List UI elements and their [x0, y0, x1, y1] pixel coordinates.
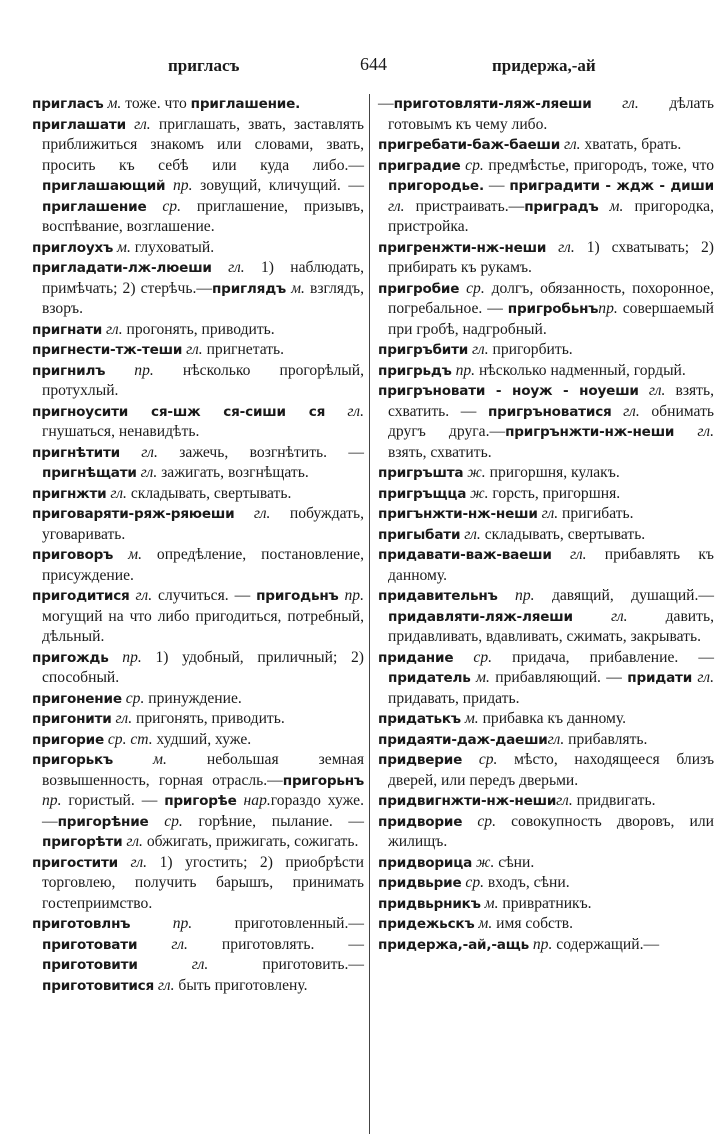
headword: пригорькъ: [32, 752, 114, 768]
definition-text: гнушаться, ненавидѣть.: [42, 423, 200, 440]
dictionary-entry: [378, 94, 714, 135]
headword: пригыбати: [378, 526, 461, 543]
headword: придавати-важ-ваеши: [378, 547, 552, 563]
page-number: 644: [360, 54, 387, 74]
definition-text: придача, прибавление. —: [492, 648, 714, 666]
headword: пригнати: [32, 321, 103, 338]
definition-text: могущий на что либо пригодиться, потребный, дѣльный.: [42, 607, 364, 645]
definition-text: прибавляющий. —: [489, 669, 628, 686]
definition-text: прибавлять къ данному.: [388, 546, 714, 584]
headword: пригръщца: [378, 485, 467, 502]
headword: придворие: [378, 813, 463, 830]
definition-text: складывать, свертывать.: [126, 484, 292, 502]
headword: придавительнъ: [378, 588, 498, 604]
headword: приглашающий: [42, 178, 166, 194]
grammar-label: м.: [598, 197, 624, 215]
definition-text: нѣсколько надменный, гордый.: [475, 361, 686, 379]
headword: приготовлнъ: [32, 916, 131, 932]
dictionary-entry: [378, 648, 714, 710]
headword: придатель: [388, 670, 471, 686]
headword: пригребати-баж-баеши: [378, 137, 561, 153]
headword: пригнести-тж-теши: [32, 342, 183, 358]
headword: придавляти-ляж-ляеши: [388, 608, 573, 625]
page-header: [30, 56, 710, 80]
definition-text: гористый. —: [61, 792, 165, 809]
grammar-label: гл.: [551, 546, 587, 563]
grammar-label: гл.: [182, 341, 203, 358]
dictionary-entry: [32, 750, 364, 853]
dictionary-entry: [378, 525, 714, 546]
definition-text: пригорбить.: [488, 341, 573, 358]
headword: пригорьнъ: [282, 772, 364, 789]
grammar-label: гл.: [460, 525, 481, 543]
dictionary-entry: [378, 463, 714, 484]
definition-text: 1) угостить; 2) приобрѣсти торговлею, получить барышъ, принимать гостеприимство.: [42, 853, 364, 912]
dictionary-entry: [378, 484, 714, 505]
grammar-label: гл.: [102, 320, 123, 338]
headword: пригорѣти: [42, 834, 123, 850]
grammar-label: ср.: [459, 279, 485, 297]
headword: пригробие: [378, 280, 460, 297]
dictionary-entry: [32, 545, 364, 586]
definition-text: тоже. что: [121, 95, 191, 112]
dictionary-entry: [378, 238, 714, 279]
definition-text: зажечь, возгнѣтить. —: [157, 443, 364, 461]
headword: пригодитися: [32, 588, 130, 604]
grammar-label: гл.: [129, 587, 153, 604]
headword: придвьрие: [378, 875, 462, 891]
headword: пригръбити: [378, 342, 469, 358]
dictionary-entry: [378, 361, 714, 382]
headword: пригнѣщати: [42, 465, 137, 481]
definition-text: приготовлять. —: [187, 935, 364, 953]
dictionary-entry: [32, 504, 364, 545]
definition-text: привратникъ.: [498, 894, 592, 912]
definition-text: горсть, пригоршня.: [488, 484, 621, 502]
headword: приглоухъ: [32, 239, 114, 256]
headword: пригонити: [32, 711, 112, 727]
grammar-label: пр.: [130, 915, 193, 932]
headword: пригонение: [32, 690, 122, 707]
definition-text: давящий, душащий.—: [534, 587, 714, 604]
grammar-label: гл.: [137, 935, 188, 953]
headword: приглашение: [42, 198, 147, 215]
definition-text: имя собств.: [492, 915, 574, 932]
headword: пригородье.: [388, 178, 484, 194]
definition-text: взять, схватить.: [388, 443, 492, 461]
dictionary-entry: [378, 935, 714, 956]
grammar-label: гл.: [325, 402, 364, 420]
dictionary-entry: [378, 156, 714, 238]
left-column: [32, 94, 364, 1146]
headword: пригръновати - ноуж - ноуеши: [378, 383, 639, 399]
definition-text: взять, схватить. —: [388, 382, 714, 420]
definition-text: пригонять, приводить.: [132, 710, 285, 727]
dictionary-entry: [378, 812, 714, 853]
grammar-label: ж.: [472, 853, 495, 871]
grammar-label: ср.: [460, 156, 484, 174]
grammar-label: ср.: [146, 197, 181, 215]
headword: пригождь: [32, 649, 109, 666]
dictionary-entry: [378, 873, 714, 894]
grammar-label: гл.: [560, 136, 581, 153]
grammar-label: м.: [286, 279, 305, 297]
definition-text: гораздо хуже.—: [42, 792, 364, 830]
dictionary-entry: [378, 709, 714, 730]
grammar-label: м.: [113, 546, 142, 563]
headword: придержа,-ай,-ащь: [378, 936, 529, 953]
definition-text: хватать, брать.: [580, 136, 682, 153]
grammar-label: гл.: [211, 259, 245, 276]
grammar-label: гл.: [591, 95, 639, 112]
definition-text: пригибать.: [558, 505, 634, 522]
grammar-label: гл.: [111, 710, 133, 727]
definition-text: приготовить.—: [208, 956, 364, 973]
headword: приглашати: [32, 116, 126, 133]
definition-text: взглядъ, взоръ.: [42, 279, 364, 317]
grammar-label: гл.: [125, 115, 151, 133]
right-column: [378, 94, 714, 1146]
grammar-label: гл.: [122, 833, 143, 850]
dictionary-entry: [32, 361, 364, 402]
definition-text: обжигать, прижигать, сожигать.: [142, 833, 359, 850]
headword: пригръноватися: [487, 403, 612, 420]
headword: придежьскъ: [378, 916, 475, 932]
grammar-label: пр.: [528, 935, 553, 953]
grammar-label: гл.: [234, 505, 271, 522]
grammar-label: гл.: [572, 607, 628, 625]
dictionary-entry: [32, 730, 364, 751]
grammar-label: м.: [113, 751, 167, 768]
headword: приготовитися: [42, 977, 155, 994]
definition-text: 1) удобный, приличный; 2) способный.: [42, 648, 365, 686]
headword: пригорѣе: [164, 793, 237, 809]
dictionary-entry: [378, 381, 714, 463]
headword: пригънжти-нж-неши: [378, 506, 538, 522]
dictionary-entry: [32, 689, 364, 710]
headword: придверие: [378, 752, 463, 768]
headword: приговаряти-ряж-ряюеши: [32, 506, 235, 522]
headword: пригладати-лж-люеши: [32, 260, 212, 276]
definition-text: совокупность дворовъ, или жилищъ.: [388, 812, 714, 850]
headword: пригренжти-нж-неши: [378, 239, 547, 256]
headword: пригробьнъ: [507, 301, 599, 317]
definition-text: зажигать, возгнѣщать.: [157, 464, 309, 481]
grammar-label: ж.: [466, 484, 489, 502]
grammar-label: гл.: [117, 853, 148, 871]
headword: пригодьнъ: [256, 588, 339, 604]
headword: придвигнжти-нж-неши: [378, 793, 557, 809]
grammar-label: ср. ст.: [103, 730, 153, 748]
definition-text: прогонять, приводить.: [122, 320, 275, 338]
grammar-label: гл.: [692, 669, 714, 686]
grammar-label: пр.: [165, 177, 193, 194]
dictionary-entry: [32, 258, 364, 320]
grammar-label: ср.: [462, 751, 498, 768]
grammar-label: гл.: [136, 464, 158, 481]
definition-text: случиться. —: [152, 587, 257, 604]
definition-text: дѣлать готовымъ къ чему либо.: [388, 95, 714, 133]
definition-text: прибавка къ данному.: [478, 710, 627, 727]
dictionary-entry: [32, 853, 364, 915]
dictionary-entry: [378, 730, 714, 751]
definition-text: опредѣление, постановление, присуждение.: [42, 546, 364, 584]
headword: приговоръ: [32, 547, 114, 563]
grammar-label: ср.: [148, 812, 183, 830]
headword: пригорѣние: [57, 813, 149, 830]
definition-text: нѣсколько прогорѣлый, протухлый.: [42, 361, 364, 399]
definition-text: принуждение.: [144, 689, 242, 707]
grammar-label: гл.: [556, 792, 573, 809]
definition-text: придавать, придать.: [388, 689, 520, 707]
definition-text: пригнетать.: [202, 341, 285, 358]
headword: придворица: [378, 854, 473, 871]
grammar-label: м.: [103, 95, 122, 112]
headword: приградие: [378, 157, 461, 174]
definition-text: худший, хуже.: [152, 730, 252, 748]
headword: приградити - ждж - диши: [509, 178, 714, 194]
definition-text: давить, придавливать, вдавливать, сжимать, закрывать.: [388, 607, 714, 645]
definition-text: пригоршня, кулакъ.: [485, 464, 620, 481]
headword: пригласъ: [32, 96, 104, 112]
grammar-label: гл.: [106, 484, 127, 502]
definition-text: быть приготовлену.: [174, 976, 308, 994]
headword: пригрьдъ: [378, 362, 452, 379]
grammar-label: гл.: [674, 423, 714, 440]
dictionary-entry: [32, 320, 364, 341]
grammar-label: м.: [474, 915, 493, 932]
grammar-label: м.: [460, 710, 479, 727]
definition-text: 1) наблюдать, примѣчать; 2) стерѣчь.—: [42, 259, 364, 297]
headword: приглядъ: [211, 280, 286, 297]
grammar-label: ср.: [462, 812, 496, 830]
dictionary-entry: [378, 894, 714, 915]
dictionary-entry: [32, 94, 364, 115]
grammar-label: гл.: [154, 976, 175, 994]
grammar-label: гл.: [546, 238, 575, 256]
definition-text: входъ, сѣни.: [484, 874, 570, 891]
headword: придаяти-даж-даеши: [378, 731, 548, 748]
definition-text: побуждать, уговаривать.: [42, 505, 364, 543]
grammar-label: гл.: [137, 956, 209, 973]
headword: пригнжти: [32, 485, 107, 502]
dictionary-entry: [378, 504, 714, 525]
definition-text: пристраивать.—: [404, 197, 525, 215]
dictionary-entry: [32, 648, 364, 689]
grammar-label: м.: [480, 894, 499, 912]
headword: пригнилъ: [32, 362, 106, 379]
grammar-label: гл.: [537, 505, 559, 522]
dictionary-entry: [32, 484, 364, 505]
definition-text: —: [483, 177, 510, 194]
definition-text: зовущий, кличущий. —: [192, 177, 364, 194]
grammar-label: ж.: [463, 464, 486, 481]
grammar-label: м.: [470, 669, 490, 686]
definition-text: сѣни.: [494, 853, 535, 871]
definition-text: глуховатый.: [130, 238, 215, 256]
headword: приглашение.: [190, 96, 301, 112]
headword: пригнѣтити: [32, 444, 120, 461]
grammar-label: пр.: [598, 300, 618, 317]
definition-text: небольшая земная возвышенность, горная отрасль.—: [42, 751, 364, 789]
grammar-label: ср.: [121, 689, 145, 707]
definition-text: долгъ, обязанность, похоронное, погребальное. —: [388, 279, 715, 317]
definition-text: —: [378, 95, 394, 112]
header-right-guide-word: придержа,-ай: [492, 56, 596, 75]
headword: пригръшта: [378, 465, 464, 481]
grammar-label: ср.: [453, 648, 493, 666]
grammar-label: гл.: [547, 730, 565, 748]
dictionary-entry: [32, 340, 364, 361]
dictionary-entry: [32, 443, 364, 484]
headword: приготовити: [42, 957, 138, 973]
definition-text: обнимать другъ друга.—: [388, 402, 714, 440]
grammar-label: гл.: [638, 382, 666, 399]
grammar-label: пр.: [108, 648, 142, 666]
definition-text: совершаемый при гробѣ, надгробный.: [388, 300, 714, 338]
dictionary-entry: [378, 791, 714, 812]
dictionary-entry: [378, 586, 714, 648]
definition-text: пригородка, пристройка.: [388, 197, 714, 235]
headword: пригорие: [32, 731, 104, 748]
grammar-label: гл.: [611, 402, 640, 420]
definition-text: складывать, свертывать.: [480, 525, 646, 543]
grammar-label: нар.: [236, 792, 271, 809]
headword: придатькъ: [378, 711, 461, 727]
dictionary-entry: [32, 402, 364, 443]
grammar-label: м.: [113, 238, 131, 256]
headword: пригрънжти-нж-неши: [505, 424, 675, 440]
grammar-label: гл.: [388, 197, 405, 215]
dictionary-entry: [32, 709, 364, 730]
headword: приготовати: [42, 936, 138, 953]
dictionary-entry: [378, 545, 714, 586]
headword: приградъ: [524, 198, 599, 215]
grammar-label: пр.: [451, 361, 476, 379]
dictionary-entry: [378, 750, 714, 791]
definition-text: предмѣстье, пригородъ, тоже, что: [483, 156, 715, 174]
dictionary-entry: [378, 340, 714, 361]
dictionary-entry: [32, 115, 364, 238]
definition-text: мѣсто, находящееся близъ дверей, или передъ дверьми.: [388, 751, 715, 789]
dictionary-entry: [378, 914, 714, 935]
headword: придвьрникъ: [378, 895, 481, 912]
definition-text: приглашение, призывъ, воспѣвание, возглашение.: [42, 197, 364, 235]
dictionary-entry: [378, 853, 714, 874]
definition-text: содержащий.—: [552, 935, 660, 953]
grammar-label: гл.: [119, 443, 158, 461]
grammar-label: ср.: [461, 874, 485, 891]
headword: приготовляти-ляж-ляеши: [393, 96, 592, 112]
definition-text: приглашать, звать, заставлять приближиться знакомъ или словами, звать, просить къ себѣ или куда либо.—: [42, 115, 364, 174]
definition-text: прибавлять.: [564, 730, 648, 748]
headword: придание: [378, 649, 454, 666]
definition-text: горѣние, пылание. —: [182, 812, 365, 830]
header-left-guide-word: пригласъ: [168, 56, 240, 75]
grammar-label: пр.: [497, 587, 535, 604]
grammar-label: гл.: [468, 341, 489, 358]
definition-text: 1) схватывать; 2) прибирать къ рукамъ.: [388, 238, 714, 276]
grammar-label: пр.: [105, 361, 154, 379]
definition-text: приготовленный.—: [192, 915, 364, 932]
dictionary-entry: [378, 279, 714, 341]
definition-text: придвигать.: [572, 792, 656, 809]
dictionary-entry: [32, 586, 364, 648]
headword: пригостити: [32, 854, 118, 871]
grammar-label: пр.: [338, 587, 364, 604]
headword: придати: [627, 670, 693, 686]
column-divider: [369, 94, 370, 1134]
headword: пригноусити ся-шж ся-сиши ся: [32, 403, 326, 420]
grammar-label: пр.: [42, 792, 62, 809]
dictionary-entry: [32, 238, 364, 259]
dictionary-entry: [32, 914, 364, 996]
dictionary-entry: [378, 135, 714, 156]
